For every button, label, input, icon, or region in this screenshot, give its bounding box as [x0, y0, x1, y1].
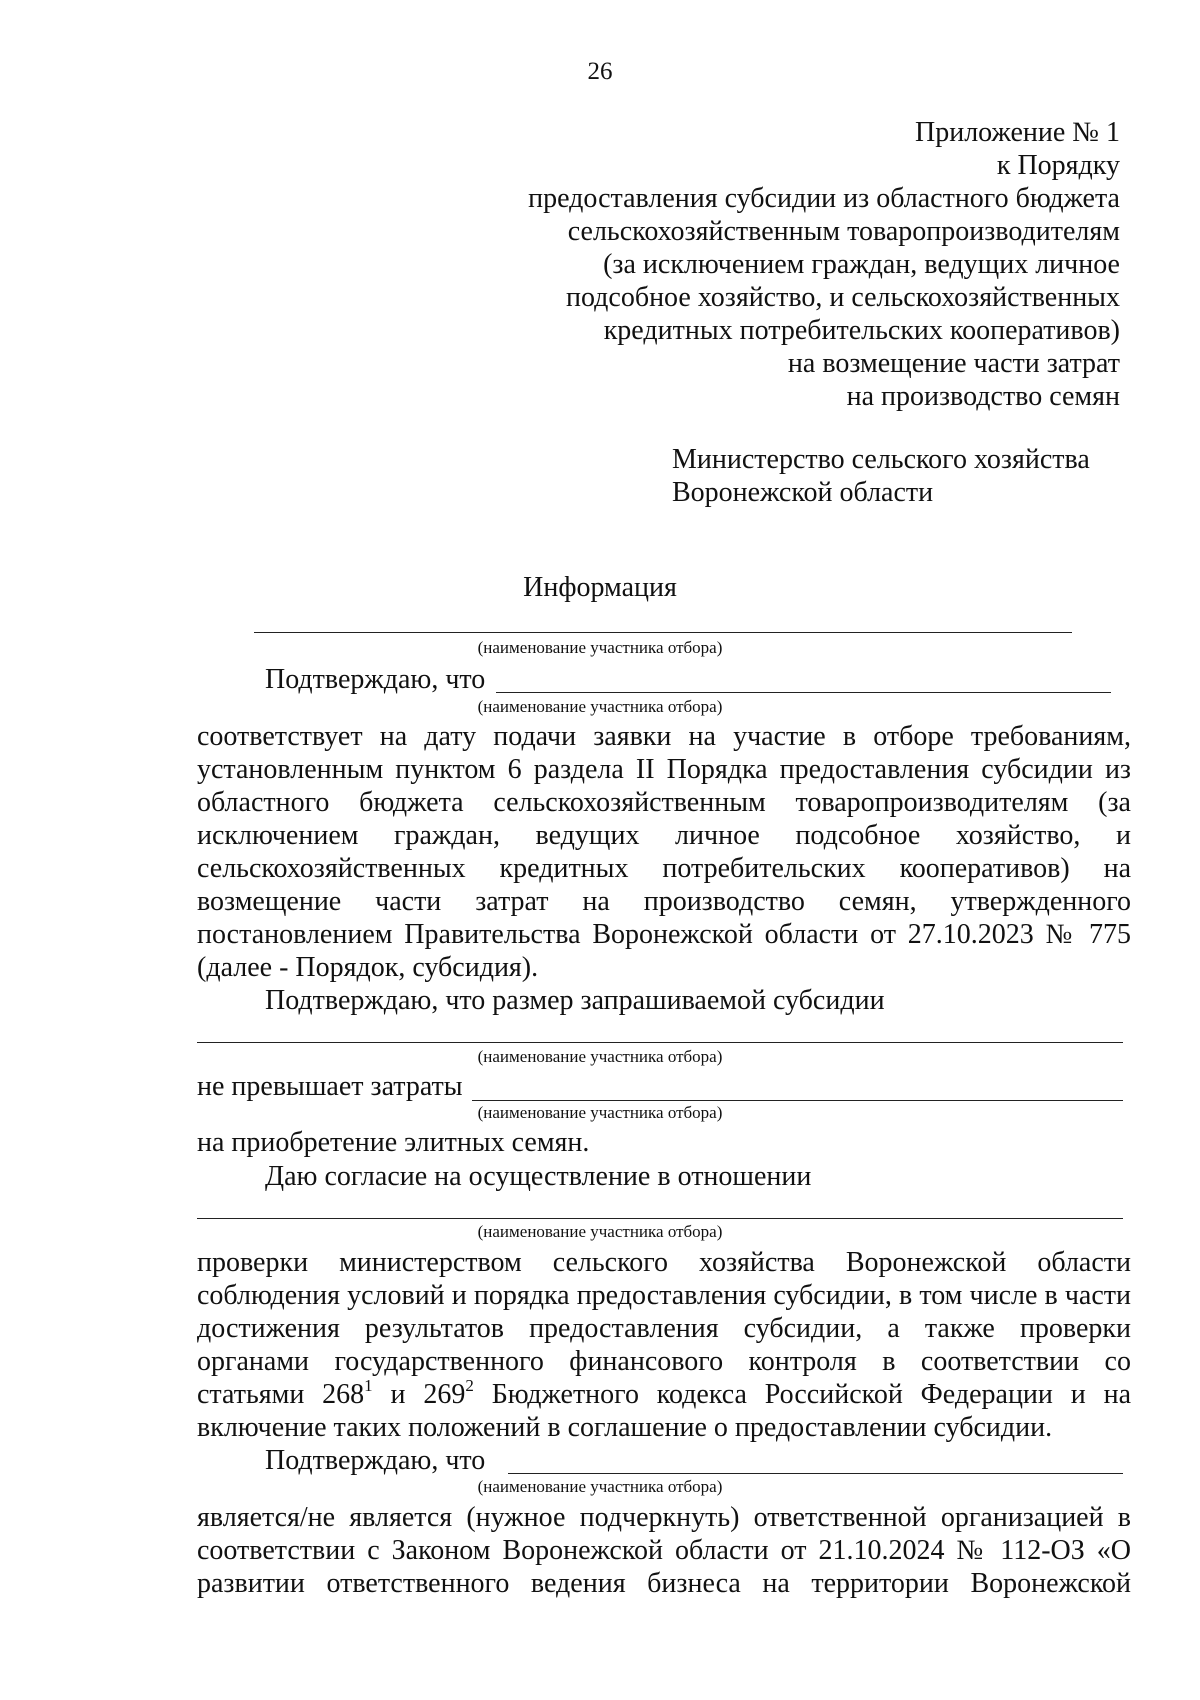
appendix-line: кредитных потребительских кооперативов) — [603, 315, 1120, 346]
requirements-paragraph — [197, 720, 1131, 984]
appendix-line: Приложение № 1 — [915, 117, 1120, 148]
paragraph-line: развитии ответственного ведения бизнеса на территории Воронежской — [197, 1568, 1131, 1599]
field-caption: (наименование участника отбора) — [477, 1222, 723, 1241]
superscript: 2 — [465, 1375, 474, 1395]
addressee-line: Министерство сельского хозяйства — [672, 444, 1090, 475]
field-caption: (наименование участника отбора) — [477, 1477, 723, 1496]
subsidy-size-text: Подтверждаю, что размер запрашиваемой субсидии — [265, 985, 885, 1016]
paragraph-line: (далее - Порядок, субсидия). — [197, 952, 539, 983]
paragraph-line: областного бюджета сельскохозяйственным товаропроизводителям (за — [197, 787, 1131, 818]
not-exceed-text: не превышает затраты — [197, 1071, 463, 1102]
appendix-line: к Порядку — [996, 150, 1120, 181]
addressee-line: Воронежской области — [672, 477, 934, 508]
consent-paragraph — [197, 1246, 1131, 1444]
page-number: 26 — [587, 58, 613, 85]
paragraph-line: исключением граждан, ведущих личное подсобное хозяйство, и — [197, 820, 1131, 851]
document-title: Информация — [523, 572, 677, 603]
paragraph-line: соответствии с Законом Воронежской области от 21.10.2024 № 112-ОЗ «О — [197, 1535, 1131, 1566]
paragraph-line: возмещение части затрат на производство семян, утвержденного — [197, 886, 1131, 917]
paragraph-line: соответствует на дату подачи заявки на участие в отборе требованиям, — [197, 721, 1131, 752]
field-caption: (наименование участника отбора) — [477, 697, 723, 716]
participant-name-field[interactable] — [508, 1473, 1123, 1474]
appendix-line: подсобное хозяйство, и сельскохозяйственных — [565, 282, 1120, 313]
confirm-lead-text: Подтверждаю, что — [265, 664, 486, 695]
statute-text: Бюджетного кодекса Российской Федерации и на — [473, 1379, 1132, 1410]
appendix-line: предоставления субсидии из областного бюджета — [528, 183, 1120, 214]
field-caption: (наименование участника отбора) — [477, 638, 723, 657]
field-caption: (наименование участника отбора) — [477, 1103, 723, 1122]
confirm-lead-text: Подтверждаю, что — [265, 1445, 486, 1476]
paragraph-line: достижения результатов предоставления субсидии, а также проверки — [197, 1313, 1131, 1344]
appendix-line: на возмещение части затрат — [787, 348, 1120, 379]
participant-name-field[interactable] — [472, 1100, 1123, 1101]
addressee-block — [672, 443, 1090, 509]
consent-lead-text: Даю согласие на осуществление в отношении — [265, 1161, 812, 1192]
appendix-header — [420, 116, 1120, 413]
superscript: 1 — [364, 1375, 373, 1395]
statute-text: статьями 268 — [197, 1379, 365, 1410]
paragraph-line: сельскохозяйственных кредитных потребительских кооперативов) на — [197, 853, 1131, 884]
field-caption: (наименование участника отбора) — [477, 1047, 723, 1066]
responsible-org-paragraph — [197, 1501, 1131, 1600]
paragraph-line: установленным пунктом 6 раздела II Порядка предоставления субсидии из — [197, 754, 1131, 785]
paragraph-line: является/не является (нужное подчеркнуть) ответственной организацией в — [197, 1502, 1131, 1533]
paragraph-line: включение таких положений в соглашение о предоставлении субсидии. — [197, 1412, 1053, 1443]
paragraph-line: постановлением Правительства Воронежской области от 27.10.2023 № 775 — [197, 919, 1131, 950]
statute-text: и 269 — [372, 1379, 466, 1410]
paragraph-line: проверки министерством сельского хозяйства Воронежской области — [197, 1247, 1131, 1278]
paragraph-line: органами государственного финансового контроля в соответствии со — [197, 1346, 1131, 1377]
paragraph-line: соблюдения условий и порядка предоставления субсидии, в том числе в части — [197, 1280, 1131, 1311]
appendix-line: на производство семян — [846, 381, 1120, 412]
paragraph-line — [197, 1375, 1132, 1411]
elite-seeds-text: на приобретение элитных семян. — [197, 1127, 590, 1158]
participant-name-field[interactable] — [197, 1042, 1123, 1043]
participant-name-field[interactable] — [254, 632, 1072, 633]
appendix-line: (за исключением граждан, ведущих личное — [603, 249, 1120, 280]
appendix-line: сельскохозяйственным товаропроизводителям — [567, 216, 1120, 247]
participant-name-field[interactable] — [496, 692, 1111, 693]
participant-name-field[interactable] — [197, 1218, 1123, 1219]
